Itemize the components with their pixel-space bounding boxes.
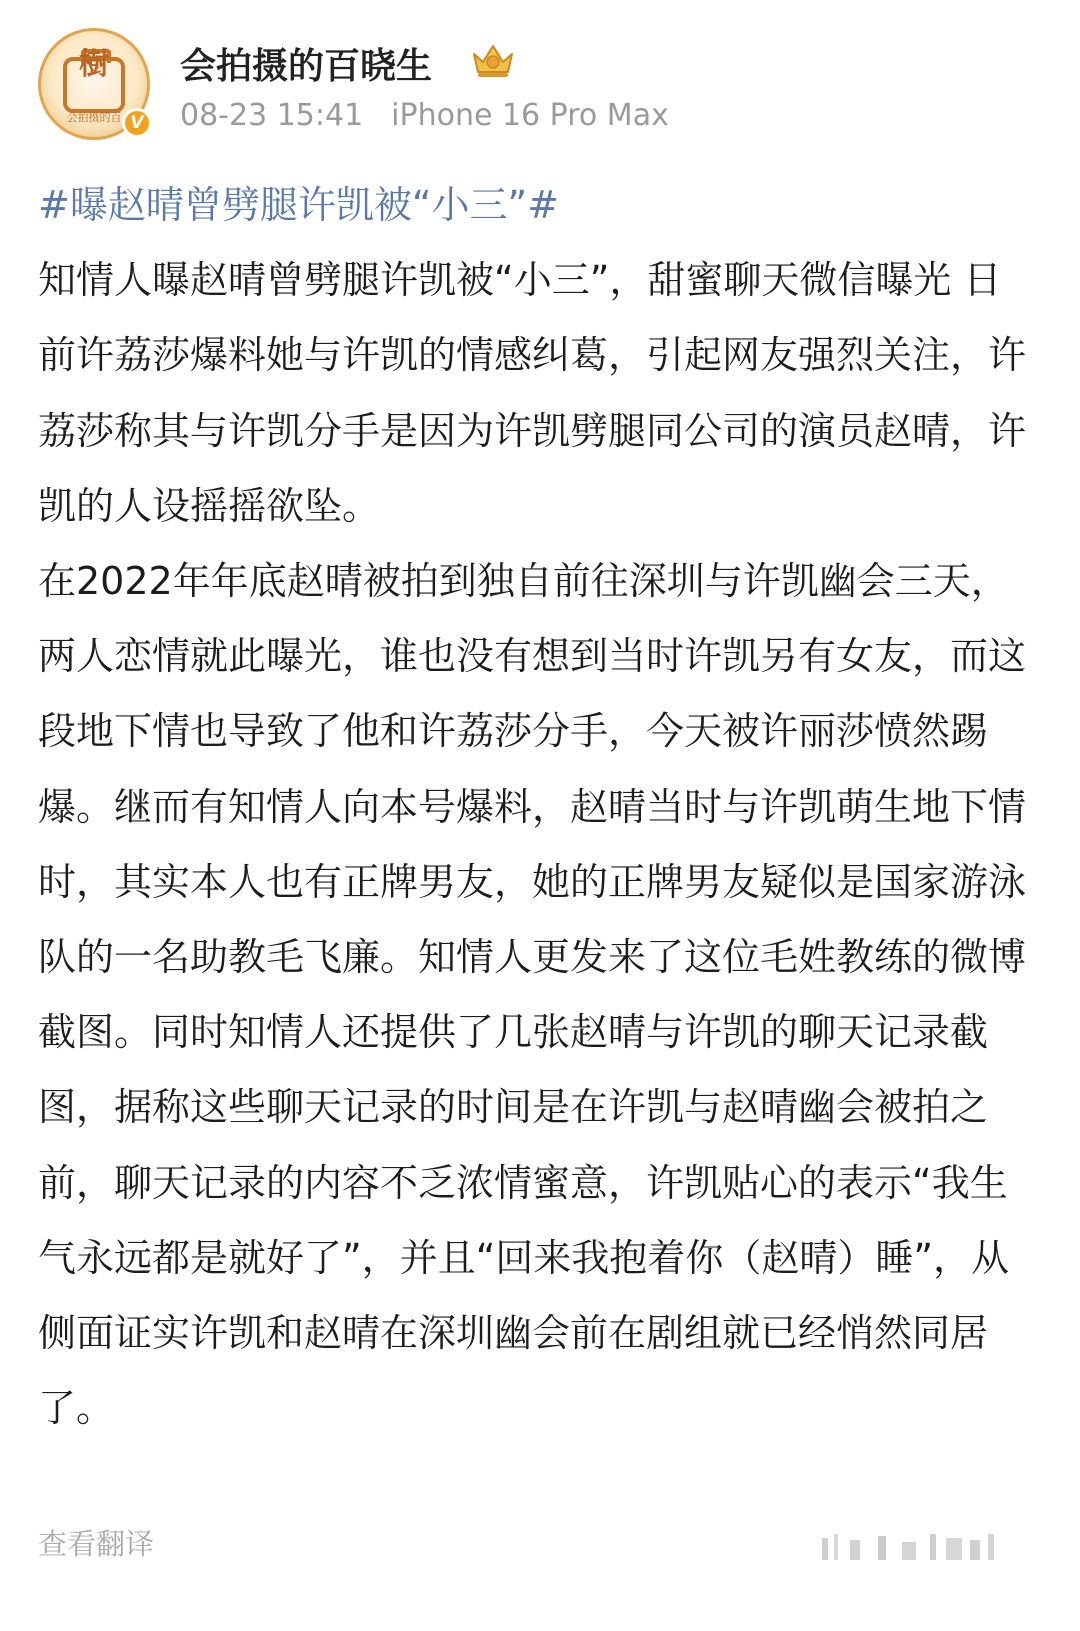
post-meta <box>180 98 669 133</box>
post-paragraph-1: 知情人曝赵晴曾劈腿许凯被“小三”，甜蜜聊天微信曝光 日前许荔莎爆料她与许凯的情感纠葛，引起网友强烈关注，许荔莎称其与许凯分手是因为许凯劈腿同公司的演员赵晴，许凯的人设摇摇欲坠。 <box>38 258 1027 528</box>
topic-hashtag[interactable]: #曝赵晴曾劈腿许凯被“小三”# <box>38 183 560 227</box>
translate-link[interactable]: 查看翻译 <box>38 1527 155 1561</box>
post-device: iPhone 16 Pro Max <box>391 98 669 133</box>
author-name[interactable]: 会拍摄的百晓生 <box>180 46 433 87</box>
post-timestamp: 08-23 15:41 <box>180 98 364 133</box>
avatar-glyph: 樹 <box>79 47 109 82</box>
post-body <box>38 168 1028 1446</box>
scroll-indicator <box>820 1530 1020 1564</box>
avatar-caption: 会拍摄的百 <box>66 111 122 124</box>
post-paragraph-2: 在2022年年底赵晴被拍到独自前往深圳与许凯幽会三天，两人恋情就此曝光，谁也没有想到当时许凯另有女友，而这段地下情也导致了他和许荔莎分手，今天被许丽莎愤然踢爆。继而有知情人向本号爆料，赵晴当时与许凯萌生地下情时，其实本人也有正牌男友，她的正牌男友疑似是国家游泳队的一名助教毛飞廉。知情人更发来了这位毛姓教练的微博截图。同时知情人还提供了几张赵晴与许凯的聊天记录截图，据称这些聊天记录的时间是在许凯与赵晴幽会被拍之前，聊天记录的内容不乏浓情蜜意，许凯贴心的表示“我生气永远都是就好了”，并且“回来我抱着你（赵晴）睡”，从侧面证实许凯和赵晴在深圳幽会前在剧组就已经悄然同居了。 <box>38 559 1027 1431</box>
verified-icon: V <box>122 108 152 138</box>
crown-icon[interactable] <box>470 40 516 80</box>
post-header <box>38 28 1038 148</box>
